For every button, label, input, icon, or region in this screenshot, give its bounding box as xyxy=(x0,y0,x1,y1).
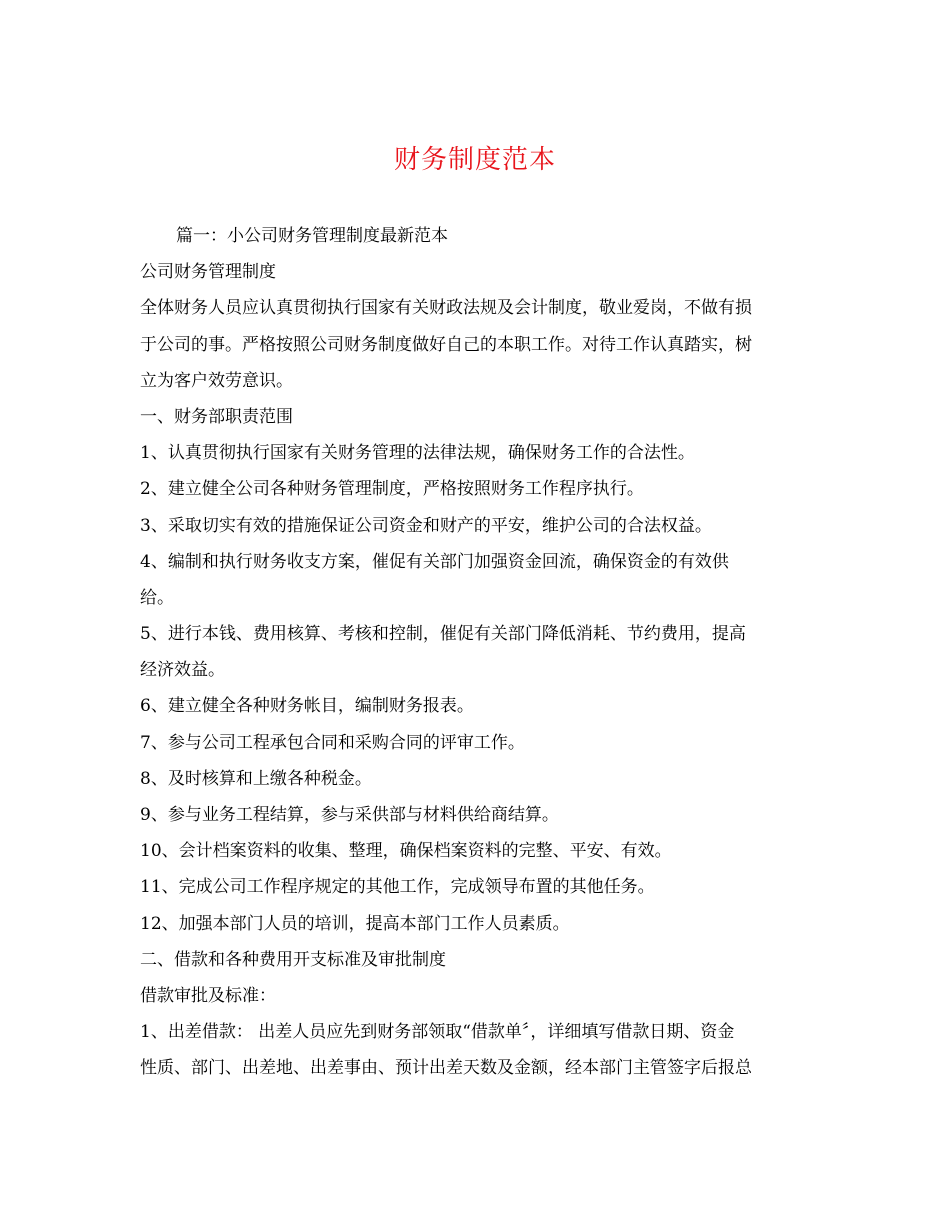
list-item: 12、加强本部门人员的培训，提高本部门工作人员素质。 xyxy=(140,913,570,934)
paragraph-heading: 公司财务管理制度 xyxy=(140,262,276,283)
list-item: 9、参与业务工程结算，参与采供部与材料供给商结算。 xyxy=(140,805,559,825)
paragraph-line: 全体财务人员应认真贯彻执行国家有关财政法规及会计制度，敬业爱岗，不做有损 xyxy=(140,298,752,319)
paragraph-heading: 借款审批及标准： xyxy=(140,985,276,1006)
document-title: 财务制度范本 xyxy=(393,145,556,175)
section-heading: 一、财务部职责范围 xyxy=(140,406,293,427)
list-item: 6、建立健全各种财务帐目，编制财务报表。 xyxy=(140,696,474,717)
list-item: 7、参与公司工程承包合同和采购合同的评审工作。 xyxy=(140,732,525,753)
section-heading: 二、借款和各种费用开支标准及审批制度 xyxy=(140,949,446,970)
document-body xyxy=(140,218,820,1087)
paragraph-line: 于公司的事。严格按照公司财务制度做好自己的本职工作。对待工作认真踏实，树 xyxy=(140,334,752,355)
section-subtitle: 篇一：小公司财务管理制度最新范本 xyxy=(176,226,448,246)
list-item-continuation: 性质、部门、出差地、出差事由、预计出差天数及金额，经本部门主管签字后报总 xyxy=(140,1058,752,1079)
list-item: 4、编制和执行财务收支方案，催促有关部门加强资金回流，确保资金的有效供 xyxy=(140,551,729,572)
list-item: 1、认真贯彻执行国家有关财务管理的法律法规，确保财务工作的合法性。 xyxy=(140,443,695,464)
list-item: 8、及时核算和上缴各种税金。 xyxy=(140,768,372,789)
list-item: 2、建立健全公司各种财务管理制度，严格按照财务工作程序执行。 xyxy=(140,479,644,500)
list-item: 1、出差借款： 出差人员应先到财务部领取“借款单〞，详细填写借款日期、资金 xyxy=(140,1022,735,1043)
list-item: 3、采取切实有效的措施保证公司资金和财产的平安，维护公司的合法权益。 xyxy=(140,515,712,536)
list-item: 5、进行本钱、费用核算、考核和控制，催促有关部门降低消耗、节约费用，提高 xyxy=(140,624,746,645)
list-item: 11、完成公司工作程序规定的其他工作，完成领导布置的其他任务。 xyxy=(140,877,655,898)
list-item-continuation: 经济效益。 xyxy=(140,660,225,681)
paragraph-line: 立为客户效劳意识。 xyxy=(140,370,293,391)
list-item-continuation: 给。 xyxy=(140,587,174,608)
list-item: 10、会计档案资料的收集、整理，确保档案资料的完整、平安、有效。 xyxy=(140,841,672,862)
